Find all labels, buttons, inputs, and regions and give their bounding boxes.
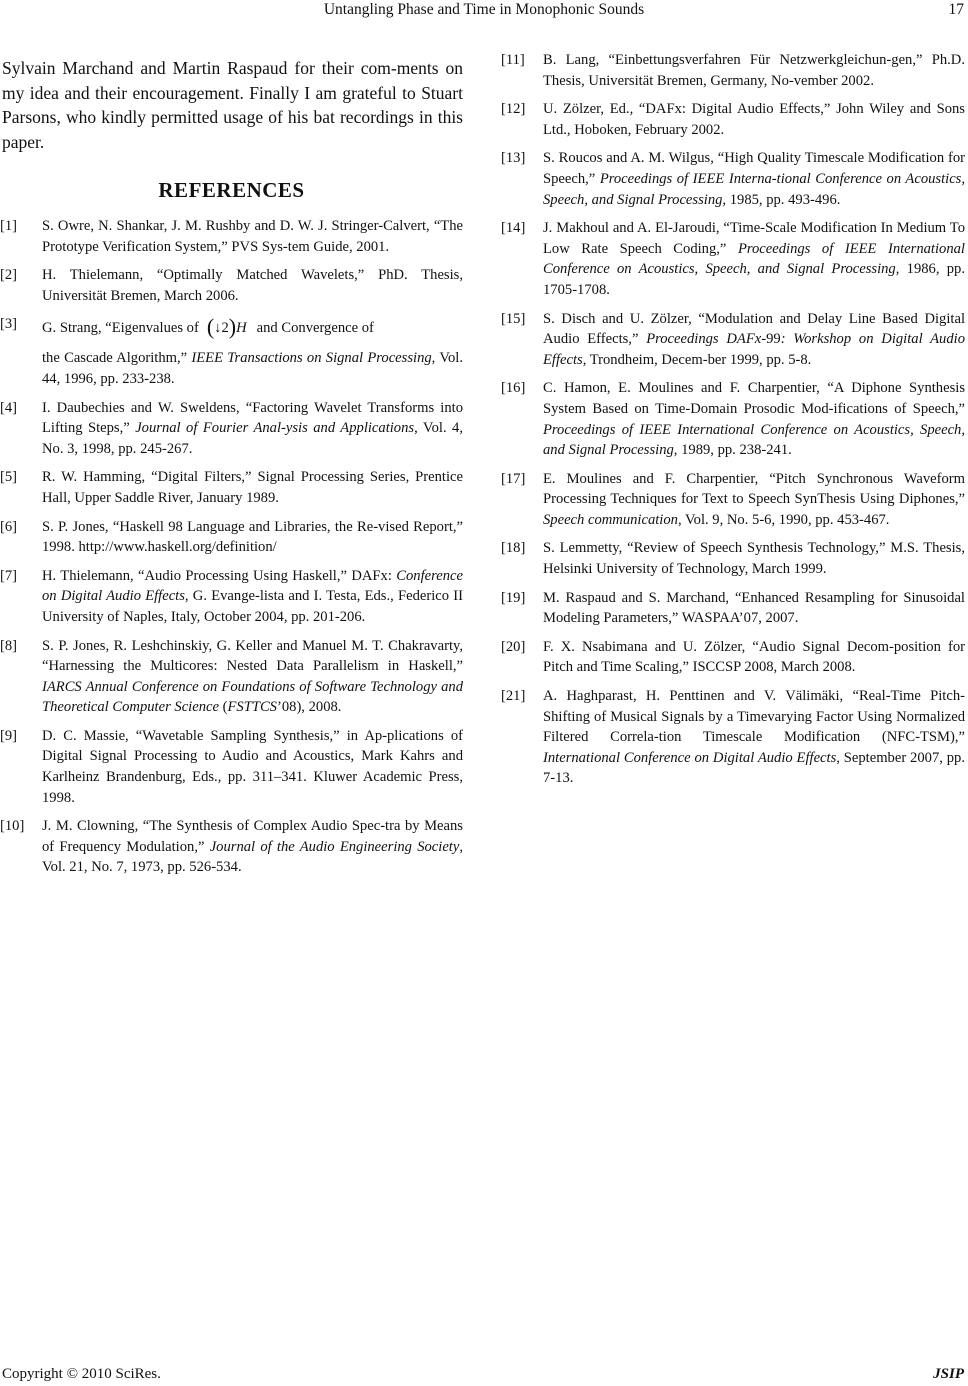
reference-text-segment: S. Lemmetty, “Review of Speech Synthesis Technology,” M.S. Thesis, Helsinki University of Technology, March 1999. <box>543 540 965 578</box>
reference-item <box>0 726 463 808</box>
reference-text-segment: Journal of Fourier Anal-ysis and Applications <box>135 420 415 437</box>
reference-text-segment: B. Lang, “Einbettungsverfahren Für Netzwerkgleichun-gen,” Ph.D. Thesis, Universität Bremen, Germany, No-vember 2002. <box>543 52 965 89</box>
reference-text-segment: Proceedings of IEEE International Conference on Acoustics, Speech, and Signal Processing <box>543 240 965 278</box>
reference-text-segment: S. P. Jones, “Haskell 98 Language and Libraries, the Re-vised Report,” 1998. http://www.haskell.org/definition/ <box>42 518 463 556</box>
reference-text-segment: and Convergence of <box>256 320 374 337</box>
reference-text <box>42 314 463 389</box>
reference-text-segment: ’08), 2008. <box>276 699 342 716</box>
reference-text-segment: C. Hamon, E. Moulines and F. Charpentier, “A Diphone Synthesis System Based on Time-Domain Prosodic Mod-ifications of Speech,” <box>543 380 965 417</box>
reference-text-segment: FSTTCS <box>227 699 277 716</box>
reference-text-segment: S. Disch and U. Zölzer, “Modulation and Delay Line Based Digital Audio Effects,” <box>543 310 965 348</box>
reference-item <box>0 566 463 628</box>
reference-number: [9] <box>0 727 18 744</box>
reference-text <box>543 469 965 531</box>
reference-text-segment: IEEE Transactions on Signal Processing <box>191 350 432 367</box>
reference-number: [10] <box>0 818 25 835</box>
reference-item <box>501 469 965 531</box>
reference-text <box>42 467 463 508</box>
reference-number: [20] <box>501 638 526 655</box>
reference-number: [5] <box>0 469 18 486</box>
reference-text-segment: , Trondheim, Decem-ber 1999, pp. 5-8. <box>582 351 812 368</box>
reference-text-segment: F. X. Nsabimana and U. Zölzer, “Audio Signal Decom-position for Pitch and Time Scaling,” ISCCSP 2008, March 2008. <box>543 638 965 676</box>
reference-text <box>543 148 965 210</box>
reference-item <box>501 309 965 371</box>
reference-text-segment: H. Thielemann, “Audio Processing Using Haskell,” DAFx: <box>42 567 397 584</box>
reference-text-segment: the Cascade Algorithm,” <box>42 350 192 367</box>
journal-name: JSIP <box>933 1366 964 1382</box>
reference-text-segment: , September 2007, pp. 7-13. <box>543 749 965 787</box>
reference-text-segment: J. M. Clowning, “The Synthesis of Complex Audio Spec-tra by Means of Frequency Modulation,” <box>42 818 463 855</box>
references-heading: REFERENCES <box>158 178 305 202</box>
reference-text-segment: , 1985, pp. 493-496. <box>722 191 841 208</box>
reference-text <box>543 378 965 460</box>
reference-text <box>543 637 965 678</box>
reference-number: [14] <box>501 220 526 237</box>
reference-item <box>0 398 463 460</box>
reference-text-line <box>42 348 463 389</box>
reference-item <box>501 637 965 678</box>
reference-item <box>501 50 965 91</box>
reference-list-right <box>501 50 965 789</box>
reference-text-segment: H. Thielemann, “Optimally Matched Wavelets,” PhD. Thesis, Universität Bremen, March 2006. <box>42 267 463 304</box>
reference-item <box>0 265 463 306</box>
reference-text-segment: S. Roucos and A. M. Wilgus, “High Quality Timescale Modification for Speech,” <box>543 150 965 187</box>
formula-operator: H <box>236 320 247 337</box>
right-column <box>501 50 965 797</box>
acknowledgement-text: Sylvain Marchand and Martin Raspaud for their com-ments on my idea and their encouragement. Finally I am grateful to Stuart Parsons, who kindly permitted usage of his bat recordings in this paper. <box>2 58 463 152</box>
reference-number: [18] <box>501 540 526 557</box>
page-number: 17 <box>948 1 964 18</box>
reference-number: [4] <box>0 399 18 416</box>
reference-text-segment: R. W. Hamming, “Digital Filters,” Signal Processing Series, Prentice Hall, Upper Saddle River, January 1989. <box>42 469 463 506</box>
reference-text-segment: , Vol. 21, No. 7, 1973, pp. 526-534. <box>42 838 463 876</box>
reference-text-segment: E. Moulines and F. Charpentier, “Pitch Synchronous Waveform Processing Techniques for Text to Speech SynThesis Using Diphones,” <box>543 470 965 508</box>
page-footer <box>0 1364 968 1386</box>
down-arrow-icon: ↓ <box>214 320 222 337</box>
reference-number: [17] <box>501 470 526 487</box>
reference-text <box>42 566 463 628</box>
reference-number: [13] <box>501 150 526 167</box>
running-head <box>0 0 968 22</box>
reference-text-segment: Speech communication <box>543 511 678 528</box>
reference-text <box>42 726 463 808</box>
reference-text <box>543 99 965 140</box>
reference-text <box>42 636 463 718</box>
reference-number: [12] <box>501 101 526 118</box>
reference-text-segment: ( <box>218 699 228 716</box>
reference-number: [2] <box>0 267 18 284</box>
reference-item <box>501 378 965 460</box>
reference-number: [8] <box>0 637 18 654</box>
reference-text-segment: U. Zölzer, Ed., “DAFx: Digital Audio Effects,” John Wiley and Sons Ltd., Hoboken, February 2002. <box>543 101 965 138</box>
reference-text-segment: , 1989, pp. 238-241. <box>673 442 792 459</box>
reference-item <box>501 218 965 300</box>
reference-text-segment: Proceedings of IEEE International Conference on Acoustics, Speech, and Signal Processing <box>543 421 965 459</box>
reference-text <box>543 588 965 629</box>
reference-text-segment: IARCS Annual Conference on Foundations of Software Technology and Theoretical Computer Science <box>42 678 463 716</box>
reference-item <box>0 314 463 389</box>
reference-text <box>42 265 463 306</box>
reference-text-segment: Proceedings of IEEE Interna-tional Conference on Acoustics, Speech, and Signal Processing <box>543 170 966 208</box>
reference-text <box>543 218 965 300</box>
reference-text-segment: Proceedings DAFx <box>646 331 762 348</box>
reference-text-segment: : Workshop on Digital Audio Effects <box>543 331 965 368</box>
reference-item <box>501 148 965 210</box>
reference-text-segment: J. Makhoul and A. El-Jaroudi, “Time-Scale Modification In Medium To Low Rate Speech Coding,” <box>543 220 965 257</box>
reference-number: [6] <box>0 518 18 535</box>
reference-item <box>0 816 463 878</box>
left-column <box>0 56 463 886</box>
formula-paren: ) <box>228 314 237 340</box>
reference-text-segment: S. P. Jones, R. Leshchinskiy, G. Keller and Manuel M. T. Chakravarty, “Harnessing the Multicores: Nested Data Parallelism in Haskell,” <box>42 637 463 675</box>
reference-text-segment: , Vol. 9, No. 5-6, 1990, pp. 453-467. <box>677 511 890 528</box>
reference-item <box>0 467 463 508</box>
reference-text-segment: -99 <box>761 331 781 348</box>
reference-text-segment: G. Strang, “Eigenvalues of <box>42 320 199 337</box>
running-title: Untangling Phase and Time in Monophonic Sounds <box>323 1 645 18</box>
formula-paren: ( <box>206 314 215 340</box>
reference-text-segment: S. Owre, N. Shankar, J. M. Rushby and D. W. J. Stringer-Calvert, “The Prototype Verification System,” PVS Sys-tem Guide, 2001. <box>42 218 463 255</box>
reference-text-segment: , 1986, pp. 1705-1708. <box>543 261 965 298</box>
reference-number: [7] <box>0 567 18 584</box>
reference-text-segment: A. Haghparast, H. Penttinen and V. Välimäki, “Real-Time Pitch-Shifting of Musical Signals by a Timevarying Factor Using Normalized Filtered Correla-tion Timescale Modification (NFC-TSM),” <box>543 688 965 746</box>
reference-number: [21] <box>501 688 526 705</box>
reference-number: [3] <box>0 316 18 333</box>
reference-item <box>501 588 965 629</box>
reference-text <box>42 398 463 460</box>
reference-number: [15] <box>501 310 526 327</box>
reference-number: [19] <box>501 589 526 606</box>
formula-factor: 2 <box>221 320 229 337</box>
reference-item <box>501 99 965 140</box>
reference-text-segment: International Conference on Digital Audio Effects <box>543 749 837 766</box>
reference-text <box>42 216 463 257</box>
reference-number: [11] <box>501 52 525 68</box>
downsampling-formula <box>199 314 257 341</box>
reference-list-left <box>0 216 463 878</box>
reference-text-segment: , Vol. 44, 1996, pp. 233-238. <box>42 350 463 387</box>
reference-text-segment: Conference on Digital Audio Effects <box>42 567 463 605</box>
reference-text <box>42 816 463 878</box>
reference-number: [16] <box>501 380 526 397</box>
reference-number: [1] <box>0 218 18 234</box>
reference-text <box>543 538 965 579</box>
reference-item <box>0 216 463 257</box>
reference-item <box>0 517 463 558</box>
reference-text-segment: M. Raspaud and S. Marchand, “Enhanced Resampling for Sinusoidal Modeling Parameters,” WASPAA’07, 2007. <box>543 589 965 627</box>
reference-item <box>0 636 463 718</box>
reference-text-segment: , G. Evange-lista and I. Testa, Eds., Federico II University of Naples, Italy, October 2004, pp. 201-206. <box>42 588 463 625</box>
reference-item <box>501 538 965 579</box>
reference-text <box>543 686 965 789</box>
reference-text-segment: D. C. Massie, “Wavetable Sampling Synthesis,” in Ap-plications of Digital Signal Processing to Audio and Acoustics, Mark Kahrs and Karlheinz Brandenburg, Eds., pp. 311–341. Kluwer Academic Press, 1998. <box>42 727 463 806</box>
reference-text <box>42 517 463 558</box>
copyright-notice: Copyright © 2010 SciRes. <box>2 1366 161 1382</box>
reference-text-segment: , Vol. 4, No. 3, 1998, pp. 245-267. <box>42 420 463 457</box>
reference-text-segment: I. Daubechies and W. Sweldens, “Factoring Wavelet Transforms into Lifting Steps,” <box>42 399 463 437</box>
reference-item <box>501 686 965 789</box>
reference-text <box>543 50 965 91</box>
reference-text <box>543 309 965 371</box>
reference-text-segment: Journal of the Audio Engineering Society <box>209 838 460 855</box>
